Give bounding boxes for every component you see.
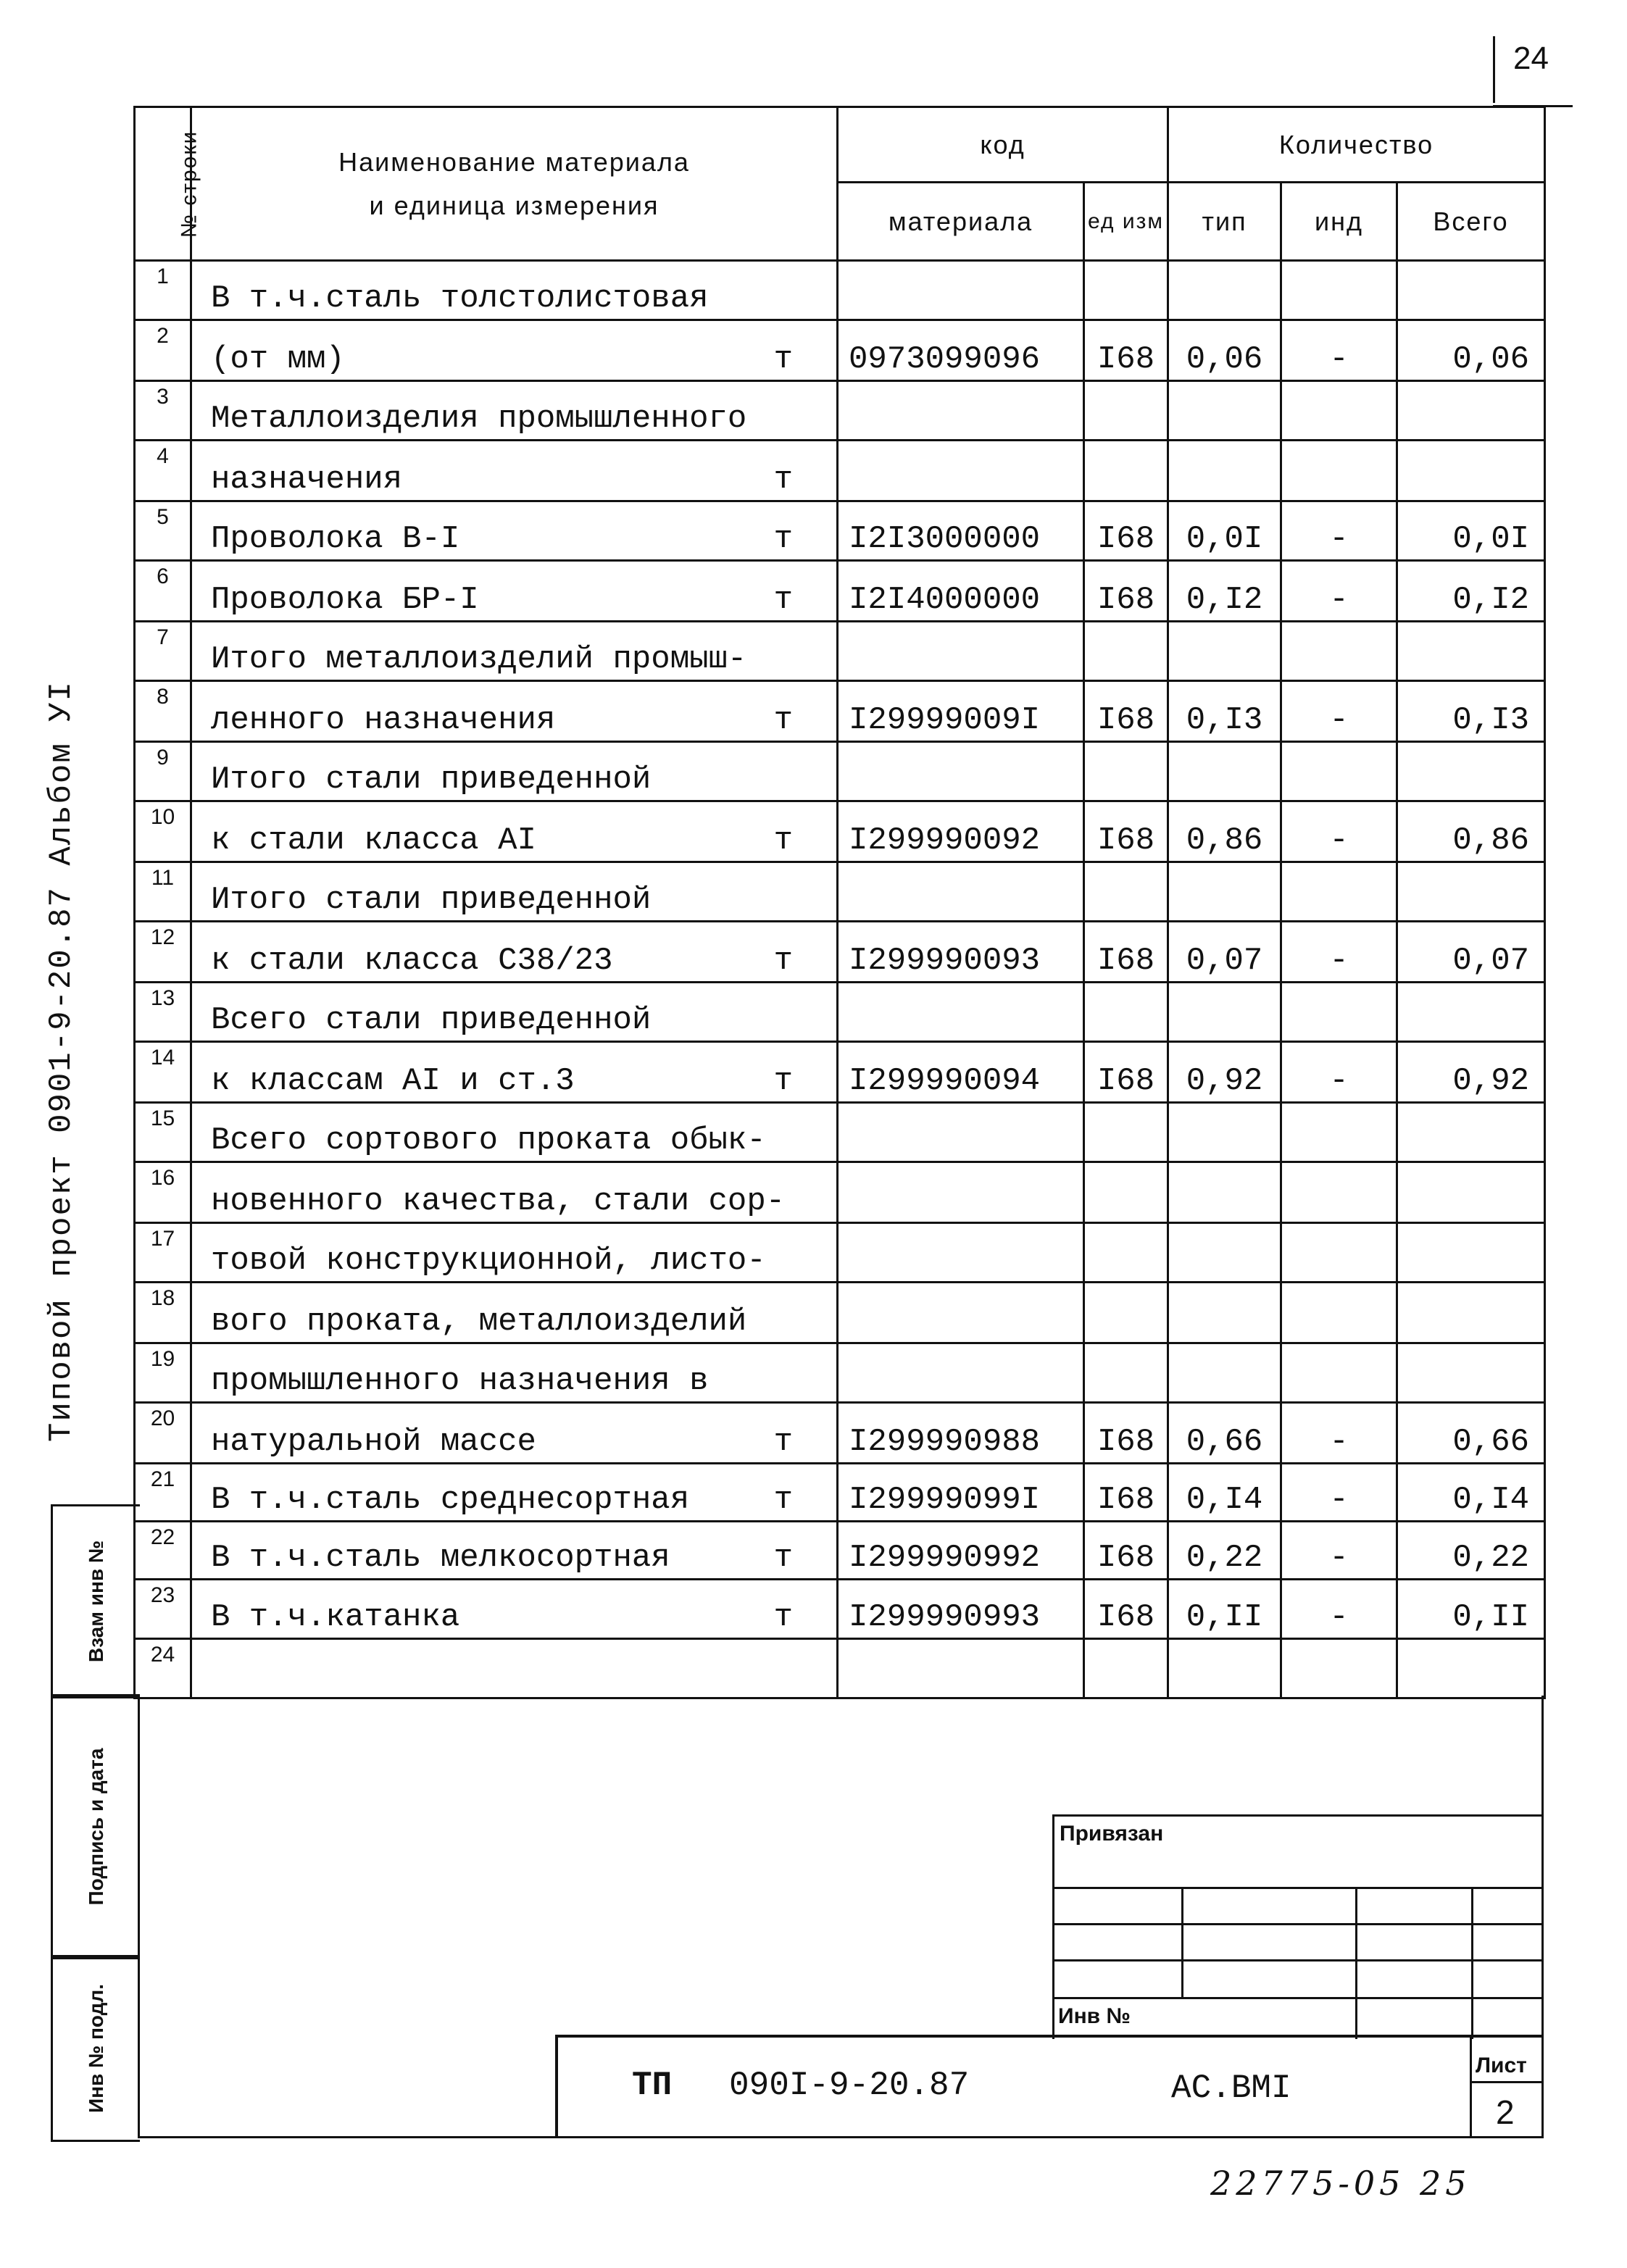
- row-unit: т: [773, 341, 793, 378]
- row-qty-total: [1397, 261, 1545, 320]
- row-qty-total: [1397, 1223, 1545, 1283]
- header-code-unit: ед изм: [1084, 183, 1168, 261]
- row-qty-total: [1397, 742, 1545, 801]
- row-name: [191, 922, 838, 983]
- row-qty-ind: [1281, 381, 1397, 441]
- row-name-text: В т.ч.сталь среднесортная: [211, 1482, 690, 1518]
- row-qty-ind: [1281, 983, 1397, 1042]
- row-qty-total: 0,II: [1397, 1580, 1545, 1639]
- row-name: [191, 1343, 838, 1403]
- row-name-text: назначения: [211, 462, 403, 498]
- table-row: [135, 1464, 1545, 1522]
- row-number: 17: [135, 1223, 191, 1283]
- row-number: 24: [135, 1639, 191, 1698]
- table-row: [135, 681, 1545, 742]
- row-unit-code: I68: [1084, 801, 1168, 862]
- row-unit: т: [773, 702, 793, 738]
- row-unit-code: [1084, 1283, 1168, 1343]
- row-number: 12: [135, 922, 191, 983]
- row-qty-total: [1397, 1639, 1545, 1698]
- row-number: 9: [135, 742, 191, 801]
- row-qty-type: [1168, 1343, 1281, 1403]
- row-name-text: В т.ч.сталь мелкосортная: [211, 1540, 670, 1576]
- row-qty-type: [1168, 381, 1281, 441]
- row-qty-type: 0,I4: [1168, 1464, 1281, 1522]
- row-name-text: Металлоизделия промышленного: [211, 401, 747, 437]
- row-code: [838, 862, 1084, 922]
- row-name-text: товой конструкционной, листо-: [211, 1243, 766, 1279]
- row-qty-type: 0,66: [1168, 1403, 1281, 1464]
- row-name: [191, 1580, 838, 1639]
- table-row: [135, 983, 1545, 1042]
- row-qty-type: [1168, 983, 1281, 1042]
- page-number-divider: [1493, 36, 1495, 103]
- side-box-vzam: [51, 1504, 140, 1698]
- row-qty-ind: -: [1281, 1580, 1397, 1639]
- row-name: [191, 561, 838, 622]
- row-unit: т: [773, 521, 793, 557]
- table-row: [135, 1403, 1545, 1464]
- row-number: 22: [135, 1522, 191, 1580]
- row-qty-type: 0,92: [1168, 1042, 1281, 1103]
- row-number: 10: [135, 801, 191, 862]
- row-qty-total: [1397, 1343, 1545, 1403]
- side-box-podpis: [51, 1694, 140, 1959]
- row-code: 0973099096: [838, 320, 1084, 381]
- row-name-text: к классам АI и ст.3: [211, 1063, 575, 1099]
- row-number: 8: [135, 681, 191, 742]
- row-code: [838, 983, 1084, 1042]
- table-row: [135, 1162, 1545, 1223]
- row-number: 21: [135, 1464, 191, 1522]
- table-row: [135, 561, 1545, 622]
- row-qty-type: 0,I3: [1168, 681, 1281, 742]
- row-name-text: ленного назначения: [211, 702, 556, 738]
- row-qty-ind: [1281, 441, 1397, 501]
- side-label-vzam: Взам инв №: [85, 1540, 107, 1663]
- row-qty-type: 0,06: [1168, 320, 1281, 381]
- row-qty-type: [1168, 441, 1281, 501]
- row-unit: т: [773, 943, 793, 979]
- row-qty-total: [1397, 622, 1545, 681]
- row-code: [838, 381, 1084, 441]
- header-code-material: материала: [838, 183, 1084, 261]
- row-number: 11: [135, 862, 191, 922]
- row-qty-ind: [1281, 261, 1397, 320]
- row-name-text: Проволока В-I: [211, 521, 460, 557]
- row-unit-code: I68: [1084, 561, 1168, 622]
- row-name-text: к стали класса С38/23: [211, 943, 613, 979]
- row-qty-total: [1397, 1103, 1545, 1162]
- table-row: [135, 1580, 1545, 1639]
- header-row-no: № строки: [135, 107, 191, 261]
- row-qty-ind: -: [1281, 1522, 1397, 1580]
- header-qty-type: тип: [1168, 183, 1281, 261]
- row-name: [191, 1639, 838, 1698]
- row-qty-type: [1168, 1103, 1281, 1162]
- row-qty-ind: -: [1281, 1042, 1397, 1103]
- header-qty: Количество: [1168, 107, 1545, 183]
- row-qty-total: [1397, 441, 1545, 501]
- row-unit-code: I68: [1084, 1580, 1168, 1639]
- row-number: 7: [135, 622, 191, 681]
- row-number: 6: [135, 561, 191, 622]
- row-name: [191, 441, 838, 501]
- row-code: [838, 1343, 1084, 1403]
- table-row: [135, 801, 1545, 862]
- row-number: 14: [135, 1042, 191, 1103]
- frame-left-line: [138, 1696, 140, 2138]
- row-qty-type: [1168, 1639, 1281, 1698]
- row-qty-ind: [1281, 1283, 1397, 1343]
- row-number: 19: [135, 1343, 191, 1403]
- row-number: 18: [135, 1283, 191, 1343]
- row-name: [191, 801, 838, 862]
- row-code: [838, 261, 1084, 320]
- row-unit: т: [773, 462, 793, 498]
- row-qty-total: 0,66: [1397, 1403, 1545, 1464]
- row-unit-code: I68: [1084, 501, 1168, 561]
- row-name: [191, 1283, 838, 1343]
- header-name: Наименование материала и единица измерения: [191, 107, 838, 261]
- table-row: [135, 622, 1545, 681]
- row-unit-code: [1084, 1103, 1168, 1162]
- row-qty-total: 0,I2: [1397, 561, 1545, 622]
- row-qty-total: [1397, 1283, 1545, 1343]
- row-qty-type: 0,I2: [1168, 561, 1281, 622]
- row-unit-code: [1084, 441, 1168, 501]
- side-label-podpis: Подпись и дата: [85, 1748, 107, 1906]
- row-qty-total: [1397, 862, 1545, 922]
- row-name: [191, 983, 838, 1042]
- row-qty-total: [1397, 381, 1545, 441]
- table-row: [135, 381, 1545, 441]
- row-name: [191, 1464, 838, 1522]
- row-name-text: Итого стали приведенной: [211, 762, 652, 798]
- row-name-text: Итого стали приведенной: [211, 882, 652, 918]
- row-number: 15: [135, 1103, 191, 1162]
- row-number: 1: [135, 261, 191, 320]
- row-name-text: (от мм): [211, 341, 345, 378]
- table-row: [135, 261, 1545, 320]
- stamp-privyazan: Привязан: [1060, 1822, 1164, 1846]
- row-name-text: вого проката, металлоизделий: [211, 1304, 747, 1340]
- header-code: код: [838, 107, 1168, 183]
- row-qty-total: 0,I3: [1397, 681, 1545, 742]
- row-number: 20: [135, 1403, 191, 1464]
- row-name-text: В т.ч.сталь толстолистовая: [211, 280, 709, 317]
- row-code: I29999099I: [838, 1464, 1084, 1522]
- row-qty-total: 0,22: [1397, 1522, 1545, 1580]
- row-code: I299990094: [838, 1042, 1084, 1103]
- row-name-text: Всего стали приведенной: [211, 1002, 652, 1038]
- row-qty-ind: [1281, 1162, 1397, 1223]
- row-unit-code: I68: [1084, 1522, 1168, 1580]
- row-code: I299990993: [838, 1580, 1084, 1639]
- row-name-text: натуральной массе: [211, 1424, 536, 1460]
- row-unit-code: [1084, 381, 1168, 441]
- row-unit-code: [1084, 862, 1168, 922]
- row-unit-code: [1084, 1639, 1168, 1698]
- side-box-inv-podl: [51, 1955, 140, 2142]
- row-name: [191, 1103, 838, 1162]
- row-qty-type: 0,0I: [1168, 501, 1281, 561]
- row-name: [191, 742, 838, 801]
- table-row: [135, 862, 1545, 922]
- row-unit-code: I68: [1084, 1042, 1168, 1103]
- table-row: [135, 320, 1545, 381]
- table-row: [135, 922, 1545, 983]
- row-unit-code: I68: [1084, 922, 1168, 983]
- row-name: [191, 1162, 838, 1223]
- row-qty-ind: -: [1281, 1403, 1397, 1464]
- row-code: I29999009I: [838, 681, 1084, 742]
- row-qty-ind: [1281, 622, 1397, 681]
- row-qty-type: 0,22: [1168, 1522, 1281, 1580]
- row-qty-ind: -: [1281, 501, 1397, 561]
- row-unit-code: [1084, 1343, 1168, 1403]
- row-name: [191, 622, 838, 681]
- row-name-text: промышленного назначения в: [211, 1363, 709, 1399]
- row-number: 23: [135, 1580, 191, 1639]
- row-qty-ind: -: [1281, 922, 1397, 983]
- row-qty-ind: [1281, 1103, 1397, 1162]
- row-name: [191, 320, 838, 381]
- table-row: [135, 1103, 1545, 1162]
- row-qty-type: [1168, 1223, 1281, 1283]
- table-row: [135, 1042, 1545, 1103]
- row-number: 4: [135, 441, 191, 501]
- row-unit: т: [773, 1482, 793, 1518]
- row-number: 2: [135, 320, 191, 381]
- title-block: [555, 2035, 1544, 2138]
- row-qty-total: 0,92: [1397, 1042, 1545, 1103]
- title-project: 090I-9-20.87: [729, 2067, 970, 2104]
- row-qty-total: [1397, 983, 1545, 1042]
- table-row: [135, 501, 1545, 561]
- table-row: [135, 1283, 1545, 1343]
- table-row: [135, 1522, 1545, 1580]
- row-code: I299990992: [838, 1522, 1084, 1580]
- header-qty-ind: инд: [1281, 183, 1397, 261]
- row-unit-code: [1084, 1223, 1168, 1283]
- row-name-text: Проволока БР-I: [211, 582, 479, 618]
- row-code: [838, 441, 1084, 501]
- row-name: [191, 501, 838, 561]
- row-qty-type: 0,07: [1168, 922, 1281, 983]
- row-qty-ind: [1281, 1343, 1397, 1403]
- title-sheet-label: Лист: [1476, 2054, 1527, 2077]
- row-name: [191, 1403, 838, 1464]
- row-name: [191, 1522, 838, 1580]
- title-tp: ТП: [632, 2067, 673, 2104]
- row-unit-code: I68: [1084, 681, 1168, 742]
- footer-note: 22775-05 25: [1210, 2164, 1471, 2203]
- row-qty-type: [1168, 1162, 1281, 1223]
- row-unit: т: [773, 1424, 793, 1460]
- row-code: [838, 742, 1084, 801]
- row-unit: т: [773, 1063, 793, 1099]
- row-qty-type: 0,II: [1168, 1580, 1281, 1639]
- row-name: [191, 1223, 838, 1283]
- row-unit-code: [1084, 261, 1168, 320]
- row-code: I2I3000000: [838, 501, 1084, 561]
- row-name: [191, 261, 838, 320]
- row-unit-code: [1084, 1162, 1168, 1223]
- row-code: [838, 1223, 1084, 1283]
- row-code: [838, 1103, 1084, 1162]
- row-name-text: Всего сортового проката обык-: [211, 1122, 766, 1159]
- row-qty-ind: [1281, 1639, 1397, 1698]
- row-name: [191, 681, 838, 742]
- row-unit-code: [1084, 742, 1168, 801]
- stamp-block: [1052, 1814, 1544, 2039]
- table-row: [135, 1343, 1545, 1403]
- row-name: [191, 1042, 838, 1103]
- row-qty-total: 0,86: [1397, 801, 1545, 862]
- row-qty-ind: -: [1281, 681, 1397, 742]
- table-row: [135, 1639, 1545, 1698]
- row-name-text: к стали класса АI: [211, 822, 536, 859]
- row-qty-ind: -: [1281, 320, 1397, 381]
- row-name: [191, 381, 838, 441]
- stamp-inv-no: Инв №: [1058, 2004, 1131, 2028]
- row-name-text: новенного качества, стали сор-: [211, 1183, 786, 1220]
- side-title: Типовой проект 0901-9-20.87 Альбом УI: [43, 680, 80, 1442]
- row-unit: т: [773, 1540, 793, 1576]
- row-code: [838, 1639, 1084, 1698]
- row-unit: т: [773, 822, 793, 859]
- row-qty-type: [1168, 742, 1281, 801]
- row-code: [838, 1162, 1084, 1223]
- row-unit: т: [773, 582, 793, 618]
- row-qty-total: 0,06: [1397, 320, 1545, 381]
- row-unit-code: I68: [1084, 1464, 1168, 1522]
- side-label-inv-podl: Инв № подл.: [85, 1983, 107, 2114]
- title-sheet: 2: [1496, 2093, 1515, 2131]
- row-number: 5: [135, 501, 191, 561]
- row-qty-ind: [1281, 742, 1397, 801]
- header-qty-total: Всего: [1397, 183, 1545, 261]
- row-name: [191, 862, 838, 922]
- row-qty-total: 0,0I: [1397, 501, 1545, 561]
- row-unit-code: [1084, 622, 1168, 681]
- title-doc: АС.ВМI: [1171, 2069, 1291, 2107]
- row-qty-type: [1168, 1283, 1281, 1343]
- row-code: I299990092: [838, 801, 1084, 862]
- row-qty-ind: -: [1281, 1464, 1397, 1522]
- row-qty-type: [1168, 862, 1281, 922]
- row-qty-type: [1168, 622, 1281, 681]
- row-name-text: Итого металлоизделий промыш-: [211, 641, 747, 678]
- row-unit-code: [1084, 983, 1168, 1042]
- row-qty-total: 0,07: [1397, 922, 1545, 983]
- row-unit-code: I68: [1084, 320, 1168, 381]
- row-number: 13: [135, 983, 191, 1042]
- row-code: [838, 622, 1084, 681]
- table-row: [135, 441, 1545, 501]
- row-qty-ind: [1281, 1223, 1397, 1283]
- row-qty-ind: [1281, 862, 1397, 922]
- row-code: I299990093: [838, 922, 1084, 983]
- row-qty-ind: -: [1281, 801, 1397, 862]
- row-unit-code: I68: [1084, 1403, 1168, 1464]
- row-qty-total: 0,I4: [1397, 1464, 1545, 1522]
- row-unit: т: [773, 1599, 793, 1635]
- row-number: 16: [135, 1162, 191, 1223]
- row-qty-type: [1168, 261, 1281, 320]
- row-code: I299990988: [838, 1403, 1084, 1464]
- row-code: I2I4000000: [838, 561, 1084, 622]
- row-qty-total: [1397, 1162, 1545, 1223]
- table-row: [135, 742, 1545, 801]
- materials-table: [133, 106, 1546, 1699]
- row-code: [838, 1283, 1084, 1343]
- table-row: [135, 1223, 1545, 1283]
- row-name-text: В т.ч.катанка: [211, 1599, 460, 1635]
- row-qty-type: 0,86: [1168, 801, 1281, 862]
- row-number: 3: [135, 381, 191, 441]
- row-qty-ind: -: [1281, 561, 1397, 622]
- page-number: 24: [1513, 41, 1549, 76]
